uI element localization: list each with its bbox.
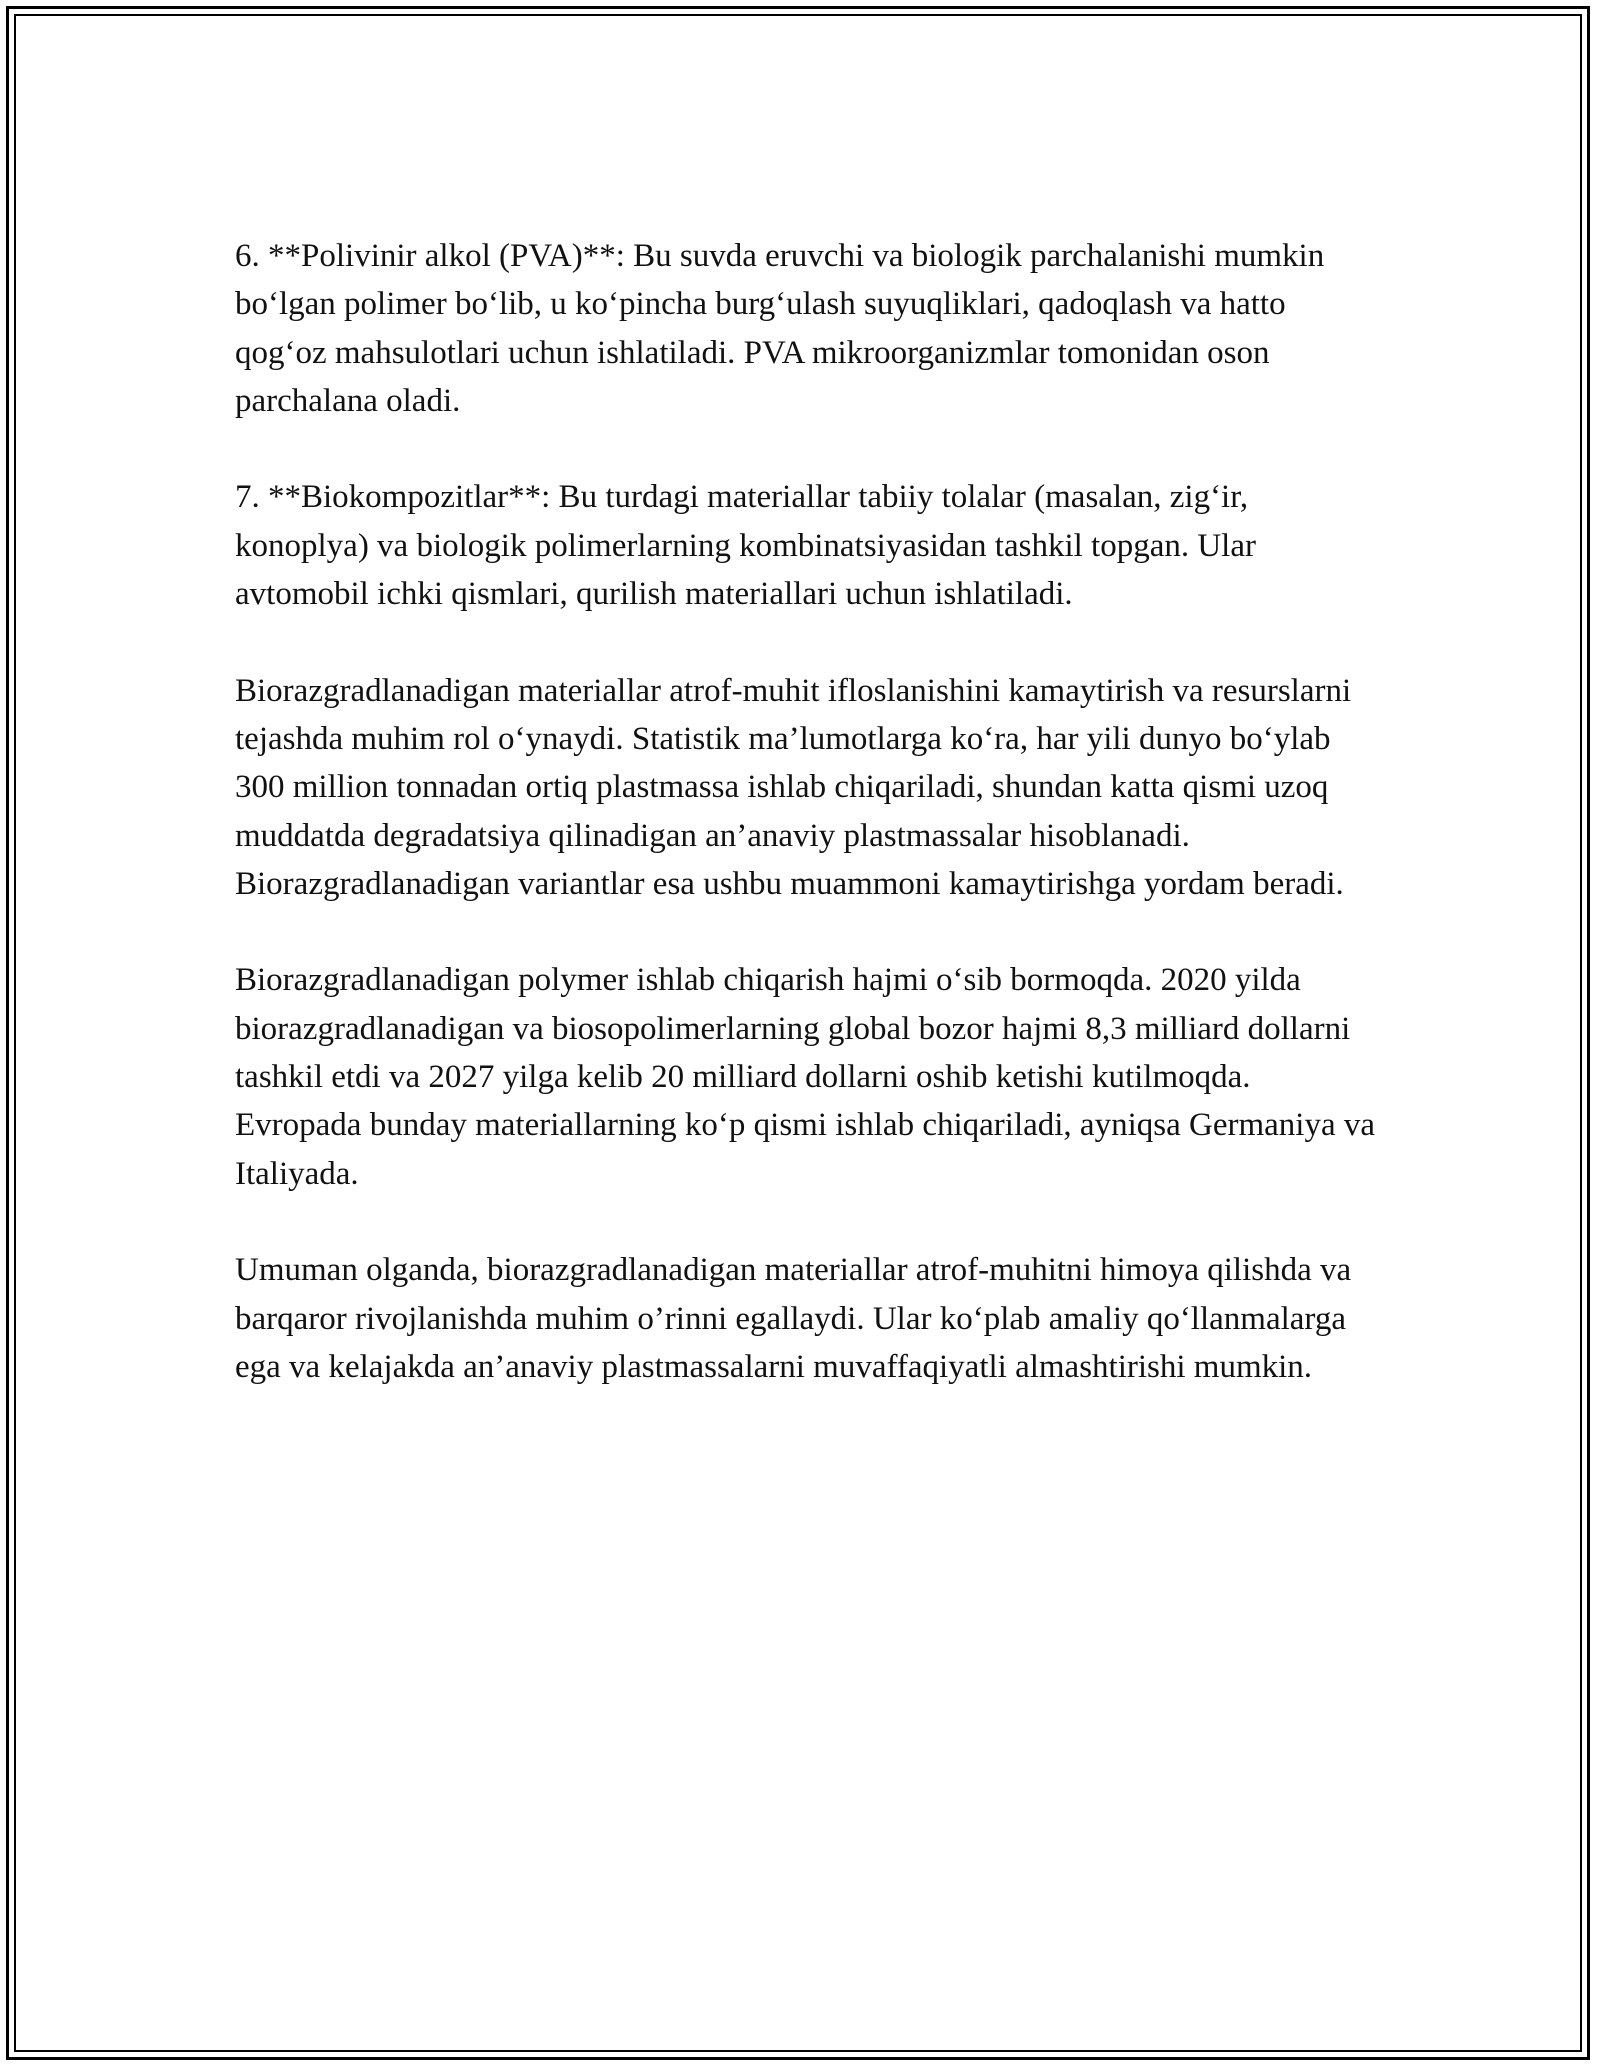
paragraph-biokompozitlar: 7. **Biokompozitlar**: Bu turdagi materiallar tabiiy tolalar (masalan, zig‘ir, konoplya) va biologik polimerlarning kombinatsiyasidan tashkil topgan. Ular avtomobil ichki qismlari, qurilish materiallari uchun ishlatiladi. <box>235 479 1256 613</box>
paragraph-environmental-impact: Biorazgradlanadigan materiallar atrof-muhit ifloslanishini kamaytirish va resurslarni tejashda muhim rol o‘ynaydi. Statistik ma’lumotlarga ko‘ra, har yili dunyo bo‘ylab 300 million tonnadan ortiq plastmassa ishlab chiqariladi, shundan katta qismi uzoq muddatda degradatsiya qilinadigan an’anaviy plastmassalar hisoblanadi. Biorazgradlanadigan variantlar esa ushbu muammoni kamaytirishga yordam beradi. <box>235 672 1352 902</box>
paragraph-pva: 6. **Polivinir alkol (PVA)**: Bu suvda eruvchi va biologik parchalanishi mumkin bo‘lgan polimer bo‘lib, u ko‘pincha burg‘ulash suyuqliklari, qadoqlash va hatto qog‘oz mahsulotlari uchun ishlatiladi. PVA mikroorganizmlar tomonidan oson parchalana oladi. <box>235 238 1325 419</box>
paragraph-market-growth: Biorazgradlanadigan polymer ishlab chiqarish hajmi o‘sib bormoqda. 2020 yilda biorazgradlanadigan va biosopolimerlarning global bozor hajmi 8,3 milliard dollarni tashkil etdi va 2027 yilga kelib 20 milliard dollarni oshib ketishi kutilmoqda. Evropada bunday materiallarning ko‘p qismi ishlab chiqariladi, ayniqsa Germaniya va Italiyada. <box>235 962 1375 1192</box>
document-body <box>235 232 1385 1391</box>
paragraph-conclusion: Umuman olganda, biorazgradlanadigan materiallar atrof-muhitni himoya qilishda va barqaror rivojlanishda muhim o’rinni egallaydi. Ular ko‘plab amaliy qo‘llanmalarga ega va kelajakda an’anaviy plastmassalarni muvaffaqiyatli almashtirishi mumkin. <box>235 1252 1352 1385</box>
